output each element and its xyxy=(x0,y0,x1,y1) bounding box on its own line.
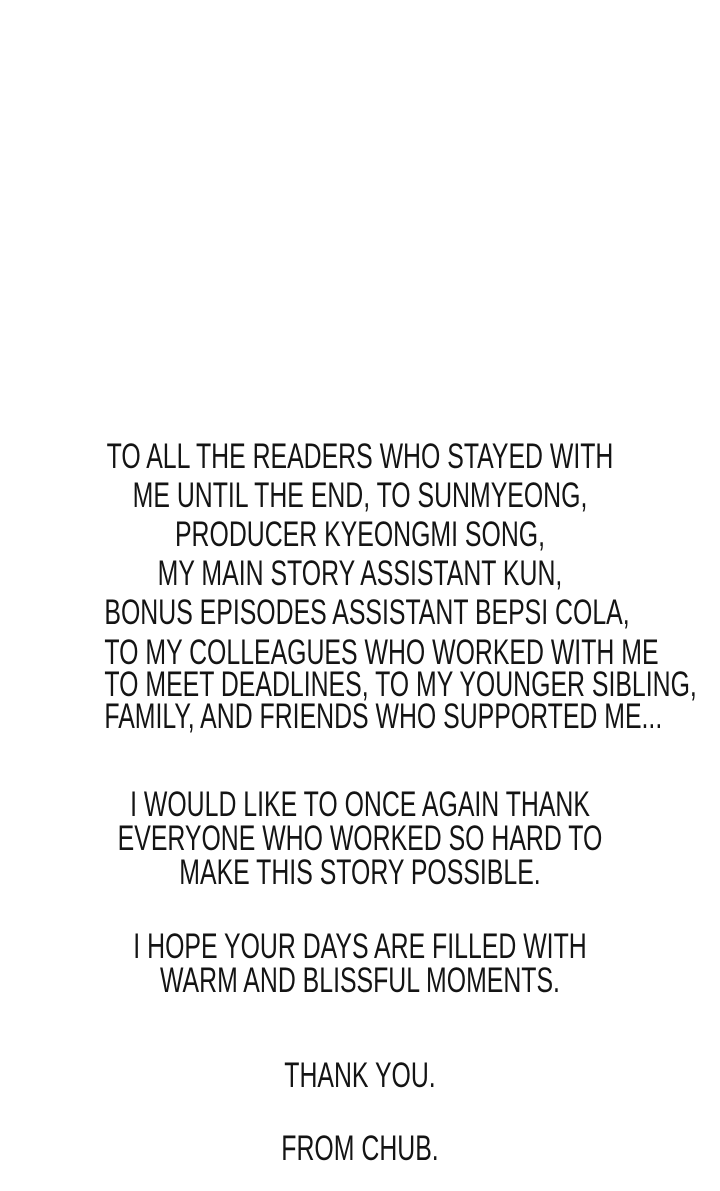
paragraph-readers-dedication xyxy=(0,437,720,632)
paragraph-thank-you xyxy=(0,1056,720,1095)
credit-line: TO MY COLLEAGUES WHO WORKED WITH ME xyxy=(104,633,659,672)
credit-line: MY MAIN STORY ASSISTANT KUN, xyxy=(157,554,563,593)
author-signature-text: FROM CHUB. xyxy=(281,1129,439,1168)
credit-line: MAKE THIS STORY POSSIBLE. xyxy=(179,853,541,892)
credit-line: WARM AND BLISSFUL MOMENTS. xyxy=(160,961,560,1000)
paragraph-colleagues-dedication xyxy=(0,633,720,736)
thank-you-text: THANK YOU. xyxy=(284,1056,436,1095)
credit-line: TO ALL THE READERS WHO STAYED WITH xyxy=(106,437,614,476)
credit-line: PRODUCER KYEONGMI SONG, xyxy=(174,515,546,554)
credit-line: ME UNTIL THE END, TO SUNMYEONG, xyxy=(132,476,588,515)
credit-line: FAMILY, AND FRIENDS WHO SUPPORTED ME... xyxy=(104,697,663,736)
credit-line: I WOULD LIKE TO ONCE AGAIN THANK xyxy=(130,785,590,824)
paragraph-well-wishes xyxy=(0,927,720,1000)
paragraph-thanks-to-team xyxy=(0,785,720,892)
credit-line: I HOPE YOUR DAYS ARE FILLED WITH xyxy=(133,927,587,966)
paragraph-signature xyxy=(0,1129,720,1168)
credit-line: TO MEET DEADLINES, TO MY YOUNGER SIBLING, xyxy=(104,665,697,704)
credit-line: BONUS EPISODES ASSISTANT BEPSI COLA, xyxy=(104,593,630,632)
credit-line: EVERYONE WHO WORKED SO HARD TO xyxy=(117,819,603,858)
